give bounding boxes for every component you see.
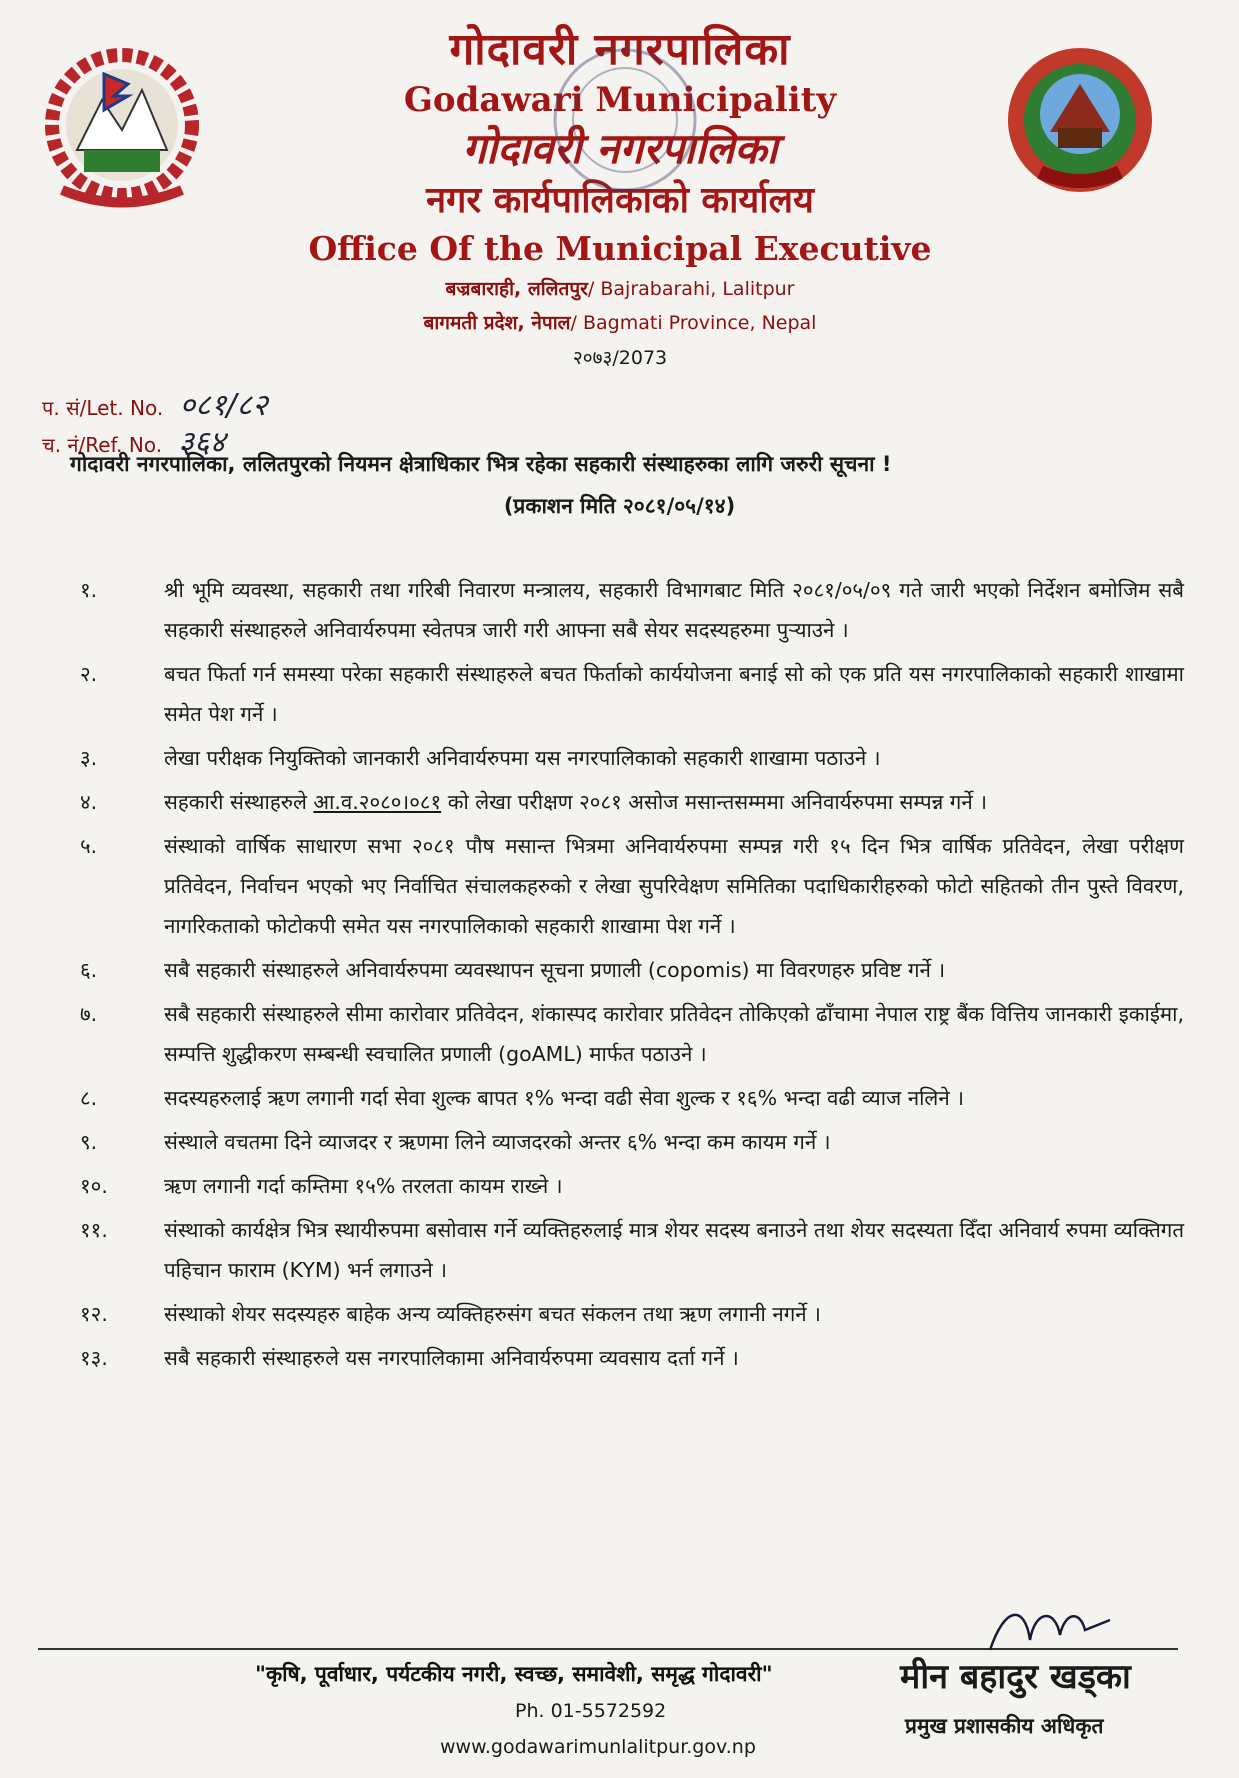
list-item: २. बचत फिर्ता गर्न समस्या परेका सहकारी संस्थाहरुले बचत फिर्ताको कार्ययोजना बनाई सो को एक प्रति यस नगरपालिकाको सहकारी शाखामा समेत पेश गर्ने । [80, 662, 1184, 726]
fiscal-year-underlined: आ.व.२०८०।०८१ [313, 790, 442, 814]
footer-website[interactable]: www.godawarimunlalitpur.gov.np [440, 1736, 756, 1758]
address-line: बज्रबाराही, ललितपुर/ Bajrabarahi, Lalitpur [445, 278, 795, 300]
list-item: ७. सबै सहकारी संस्थाहरुले सीमा कारोवार प्रतिवेदन, शंकास्पद कारोवार प्रतिवेदन तोकिएको ढाँचामा नेपाल राष्ट्र बैंक वित्तिय जानकारी इकाईमा, सम्पत्ति शुद्धीकरण सम्बन्धी स्वचालित प्रणाली (goAML) मार्फत पठाउने । [80, 1002, 1184, 1066]
signer-name: मीन बहादुर खड्का [900, 1657, 1131, 1697]
publication-date: (प्रकाशन मिति २०८१/०५/१४) [503, 494, 736, 518]
signer-title: प्रमुख प्रशासकीय अधिकृत [905, 1714, 1104, 1738]
list-item: १०. ऋण लगानी गर्दा कम्तिमा १५% तरलता कायम राख्ने । [80, 1174, 563, 1198]
letter-number-value: ०८१/८२ [179, 388, 268, 423]
list-item: १२. संस्थाको शेयर सदस्यहरु बाहेक अन्य व्यक्तिहरुसंग बचत संकलन तथा ऋण लगानी नगर्ने । [80, 1302, 821, 1326]
municipality-logo-icon [1000, 40, 1160, 200]
established-year: २०७३/2073 [572, 347, 668, 369]
nepal-emblem-icon [42, 40, 202, 210]
notice-subject: गोदावरी नगरपालिका, ललितपुरको नियमन क्षेत्राधिकार भित्र रहेका सहकारी संस्थाहरुका लागि जरुरी सूचना ! [70, 452, 892, 476]
letter-number-label: प. सं/Let. No. [42, 396, 164, 420]
notice-items [74, 570, 1184, 1382]
province-line: बागमती प्रदेश, नेपाल/ Bagmati Province, Nepal [423, 312, 817, 334]
municipality-name-en: Godawari Municipality [403, 80, 837, 120]
office-stamp-icon [540, 40, 710, 200]
list-item: ११. संस्थाको कार्यक्षेत्र भित्र स्थायीरुपमा बसोवास गर्ने व्यक्तिहरुलाई मात्र शेयर सदस्य बनाउने तथा शेयर सदस्यता दिँदा अनिवार्य रुपमा व्यक्तिगत पहिचान फाराम (KYM) भर्न लगाउने । [80, 1218, 1184, 1282]
letter-number-row [42, 383, 268, 424]
ref-number-value: ३६४ [178, 425, 226, 460]
list-item: ८. सदस्यहरुलाई ऋण लगानी गर्दा सेवा शुल्क बापत १% भन्दा वढी सेवा शुल्क र १६% भन्दा वढी व्याज नलिने । [80, 1086, 964, 1110]
list-item: ४. सहकारी संस्थाहरुले आ.व.२०८०।०८१ को लेखा परीक्षण २०८१ असोज मसान्तसम्ममा अनिवार्यरुपमा सम्पन्न गर्ने । [80, 790, 987, 814]
list-item: ९. संस्थाले वचतमा दिने व्याजदर र ऋणमा लिने व्याजदरको अन्तर ६% भन्दा कम कायम गर्ने । [80, 1130, 831, 1154]
footer-phone: Ph. 01-5572592 [515, 1700, 667, 1722]
list-item: १३. सबै सहकारी संस्थाहरुले यस नगरपालिकामा अनिवार्यरुपमा व्यवसाय दर्ता गर्ने । [80, 1346, 739, 1370]
municipality-name-np: गोदावरी नगरपालिका [449, 24, 791, 75]
footer-slogan: "कृषि, पूर्वाधार, पर्यटकीय नगरी, स्वच्छ, समावेशी, समृद्ध गोदावरी" [255, 1662, 773, 1686]
municipality-name-decorative: गोदावरी नगरपालिका [462, 124, 778, 173]
list-item: ५. संस्थाको वार्षिक साधारण सभा २०८१ पौष मसान्त भित्रमा अनिवार्यरुपमा सम्पन्न गरी १५ दिन भित्र वार्षिक प्रतिवेदन, लेखा परीक्षण प्रतिवेदन, निर्वाचन भएको भए निर्वाचित संचालकहरुको र लेखा सुपरिवेक्षण समितिका पदाधिकारीहरुको फोटो सहितको तीन पुस्ते विवरण, नागरिकताको फोटोकपी समेत यस नगरपालिकाको सहकारी शाखामा पेश गर्ने । [80, 834, 1184, 938]
list-item: ६. सबै सहकारी संस्थाहरुले अनिवार्यरुपमा व्यवस्थापन सूचना प्रणाली (copomis) मा विवरणहरु प्रविष्ट गर्ने । [80, 958, 946, 982]
office-name-np: नगर कार्यपालिकाको कार्यालय [426, 180, 814, 221]
ref-number-label: च. नं/Ref. No. [42, 433, 163, 457]
list-item: ३. लेखा परीक्षक नियुक्तिको जानकारी अनिवार्यरुपमा यस नगरपालिकाको सहकारी शाखामा पठाउने । [80, 746, 881, 770]
list-item: १. श्री भूमि व्यवस्था, सहकारी तथा गरिबी निवारण मन्त्रालय, सहकारी विभागबाट मिति २०८१/०५/०९ गते जारी भएको निर्देशन बमोजिम सबै सहकारी संस्थाहरुले अनिवार्यरुपमा स्वेतपत्र जारी गरी आफ्ना सबै सेयर सदस्यहरुमा पुऱ्याउने । [80, 578, 1184, 642]
office-name-en: Office Of the Municipal Executive [308, 229, 932, 268]
